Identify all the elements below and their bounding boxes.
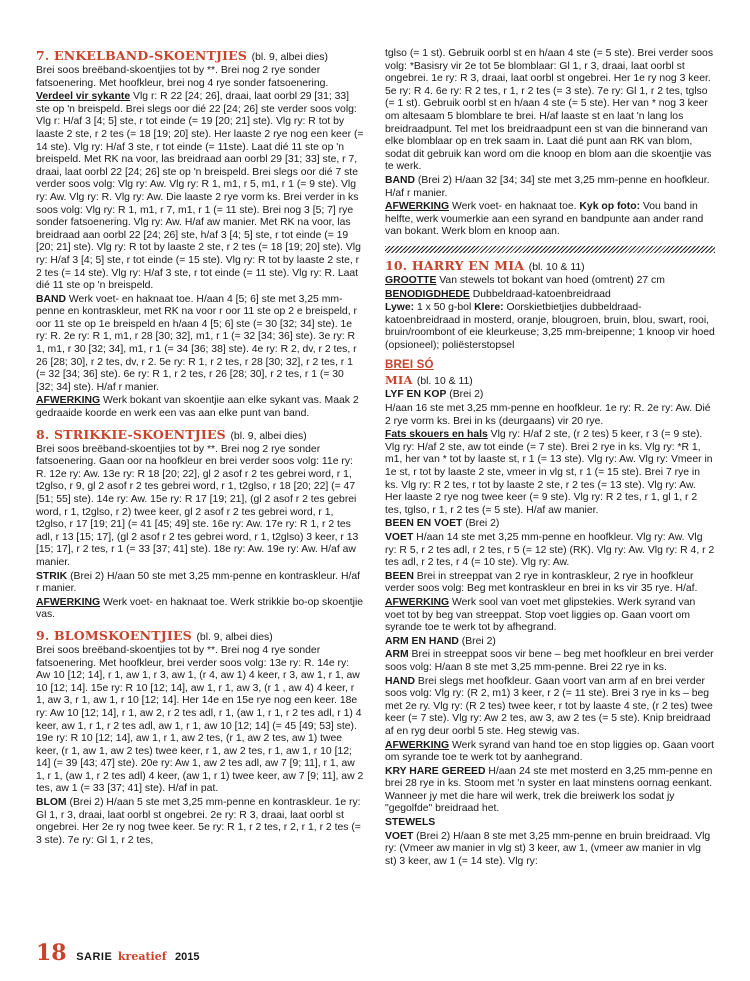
subheading: BENODIGDHEDE — [385, 288, 470, 300]
subheading: Fats skouers en hals — [385, 429, 488, 441]
subheading: KRY HARE GEREED — [385, 765, 486, 777]
section-brei-so — [385, 358, 715, 868]
subheading: BAND — [385, 174, 416, 186]
text: Brei slegs met hoofkleur. Gaan voort van arm af en brei verder soos volg: Vlg ry: (R 2, m1) 3 keer, r 2 (= 11 ste). Brei 3 rye in ks – beg met 2e ry. Vlg ry: (R 2 tes) twee keer, r tot by laaste 4 ste, (r 2 tes) twee keer (= 7 ste). Vlg ry: Aw 2 tes, aw 3, aw 2 tes (= 5 ste). Knip breidraad af en ryg deur oorbl 5 ste. Heg stewig vas. — [385, 675, 713, 737]
section-9 — [36, 628, 364, 848]
section-title: 9. BLOMSKOENTJIES — [36, 627, 192, 643]
text: (Brei 2) H/aan 8 ste met 3,25 mm-penne en bruin breidraad. Vlg ry: (Vmeer aw manier in vlg st) 3 keer, aw 1, (vmeer aw manier in vlg st) 3 keer, aw 1 (= 14 ste). Vlg ry: — [385, 830, 711, 867]
section-7 — [36, 48, 364, 421]
page-footer — [36, 940, 200, 966]
paragraph — [385, 597, 715, 635]
section-heading — [385, 373, 715, 389]
subheading: ARM — [385, 649, 409, 661]
paragraph — [36, 571, 364, 596]
text: Vlg ry: H/af 2 ste, (r 2 tes) 5 keer, r 3 (= 9 ste). Vlg ry: H/af 2 ste, aw tot einde (= 7 ste). Brei 2 rye in ks. Vlg ry: *R 1, m1, her van * tot by laaste st, r 1 (= 13 ste). Vlg ry: Aw. Vlg ry: Vmeer in 1e st, r tot by laaste 2 ste, vmeer in vlg st, r 1 (= 15 ste). Brei 7 rye in ks. Vlg ry: R 2 tes, r tot by laaste 2 ste, r 2 tes (= 13 ste). Vlg ry: Aw. Her laaste 2 rye nog twee keer (= 9 ste). Vlg ry: R 2 tes, r 1, gl 1, r 2 tes, tglso, r 1, r 2 tes (= 5 ste). H/af aw manier. — [385, 429, 713, 516]
text: (Brei 2) — [458, 635, 496, 647]
paragraph — [385, 175, 715, 200]
section-meta: (bl. 10 & 11) — [528, 261, 585, 273]
text: (Brei 2) H/aan 32 [34; 34] ste met 3,25 mm-penne en hoofkleur. H/af r manier. — [385, 174, 710, 199]
emphasis: Kyk op foto: — [579, 201, 641, 213]
paragraph — [385, 766, 715, 816]
hatched-divider — [385, 246, 715, 253]
text: Werk voet- en haknaat toe. Werk strikkie bo-op skoentjie vas. — [36, 596, 364, 621]
section-meta: (bl. 9, albei dies) — [230, 430, 307, 442]
text: Brei in streeppat van 2 rye in kontraskleur, 2 rye in hoofkleur verder soos volg: Beg met kontraskleur en brei in ks vir 35 rye. H/af. — [385, 570, 698, 595]
paragraph: tglso (= 1 st). Gebruik oorbl st en h/aan 4 ste (= 5 ste). Brei verder soos volg: *Basisry vir 2e tot 5e blomblaar: Gl 1, r 3, draai, laat oorbl st ongebrei. 1e ry: R 3, draai, laat oorbl st ongebrei. Her 1e ry nog 3 keer. 5e ry: R 4. 6e ry: R 2 tes, r 1, r 2 tes (= 3 ste). 7e ry: Gl 1, r 2 tes, tglso (= 1 st). Gebruik oorbl st en h/aan 4 ste (= 5 ste). Her van * nog 3 keer om altesaam 5 blomblare te brei. H/af laaste st en laat 'n lang los breidraadpunt. Tel met los breidraadpunt een st van die binnerand van elke blomblaar op en trek saam in. Laat dié punt aan RK van blom, sodat dit gebruik kan word om die knoop en blom aan die skoentjie vas te werk. — [385, 48, 714, 173]
text: (Brei 2) H/aan 5 ste met 3,25 mm-penne en kontraskleur. 1e ry: Gl 1, r 3, draai, laat oorbl st ongebrei. 2e ry: R 3, draai, laat oorbl st ongebrei. Her 2e ry nog twee keer. 5e ry: R 1, r 2 tes, r 2, r 1, r 2 tes (= 3 ste). 7e ry: Gl 1, r 2 tes, — [36, 797, 361, 846]
subheading: BLOM — [36, 797, 67, 809]
text: Werk sool van voet met glipstekies. Werk syrand van voet tot by beg van streeppat. Stop voet liggies op. Gaan voort om syrande toe te werk tot by afhegrand. — [385, 596, 696, 634]
paragraph — [36, 597, 364, 622]
paragraph: Brei soos breëband-skoentjies tot by **. Brei nog 2 rye sonder fatsoenering. Met hoofkleur, brei nog 4 rye sonder fatsoenering. — [36, 65, 329, 89]
section-title: 10. HARRY EN MIA — [385, 257, 525, 273]
paragraph — [385, 676, 715, 739]
paragraph — [385, 740, 715, 765]
subheading: STRIK — [36, 570, 68, 582]
subheading: BEEN — [385, 570, 414, 582]
subheading: BEEN EN VOET — [385, 518, 463, 530]
left-column — [36, 48, 364, 853]
subheading: VOET — [385, 532, 414, 543]
section-10 — [385, 258, 715, 353]
section-heading — [36, 48, 364, 65]
paragraph: Brei soos breëband-skoentjies tot by **. Brei nog 4 rye sonder fatsoenering. Met hoofkleur, brei verder soos volg: 13e ry: R. 14e ry: Aw 10 [12; 14], r 1, aw 1, r 3, aw 1, (r 4, aw 1) 4 keer, r 3, aw 1, r 1, aw 10 [12; 14]. 15e ry: R 10 [12; 14], aw 1, r 1, aw 3, (r 1 , aw 4) 4 keer, r 1, aw 3, r 1, aw 1, r 10 [12; 14]. Her 14e en 15e rye nog een keer. 18e ry: Aw 10 [12; 14], r 1, aw 2, r 2 tes adl, r 1, (aw 1, r 1, r 2 tes adl, r 1) 4 keer, aw 1, r 1, r 2 tes adl, aw 1, r 1, aw 10 [12; 14] (= 45 [49; 53] ste). 19e ry: R 10 [12; 14], aw 1, r 1, aw 2 tes, (r 1, aw 2 tes, aw 1) twee keer, (r 1, aw 1, aw 2 tes) twee keer, r 1, aw 2 tes, r 1, aw 1, r 10 [12; 14] (= 39 [43; 47] ste). 20e ry: Aw 1, aw 2 tes adl, aw 7 [9; 11], r 1, aw 1, r 1, (aw 1, r 2 tes adl) 4 keer, (aw 1, r 1) twee keer, aw 7 [9; 11], aw 2 tes, aw 1 (= 33 [37; 41] ste). H/af in pat. — [36, 644, 364, 795]
subheading: ARM EN HAND — [385, 635, 459, 647]
text: Vou band in helfte, werk voumerkie aan een syrand en bandpunte aan ander rand van bokant. Werk blom en knoop aan. — [385, 201, 704, 238]
paragraph — [385, 518, 715, 531]
paragraph — [385, 571, 715, 596]
paragraph — [36, 91, 364, 293]
subheading: Verdeel vir sykante — [36, 91, 131, 103]
text: Brei in streeppat soos vir bene – beg met hoofkleur en brei verder soos volg: H/aan 8 ste met 3,25 mm-penne. Brei 22 rye in ks. — [385, 649, 714, 673]
subheading: LYF EN KOP — [385, 389, 447, 401]
text: Werk syrand van hand toe en stop liggies op. Gaan voort om syrande toe te werk tot by aanhegrand. — [385, 739, 715, 764]
paragraph — [385, 201, 715, 239]
section-9-continued — [385, 48, 715, 239]
section-meta: (bl. 9, albei dies) — [196, 631, 273, 643]
section-title: BREI SÓ — [385, 359, 434, 372]
paragraph — [385, 649, 715, 674]
section-title: 7. ENKELBAND-SKOENTJIES — [36, 48, 248, 63]
subheading: AFWERKING — [36, 395, 101, 407]
paragraph: H/aan 16 ste met 3,25 mm-penne en hoofkleur. 1e ry: R. 2e ry: Aw. Dié 2 rye vorm ks. Brei in ks (deurgaans) vir 20 rye. — [385, 403, 711, 427]
subheading: GROOTTE — [385, 274, 437, 286]
right-column — [385, 48, 715, 874]
text: Vlg r: R 22 [24; 26], draai, laat oorbl 29 [31; 33] ste op 'n breispeld. Brei slegs oor dié 22 [24; 26] ste verder soos volg: Vlg r: H/af 3 [4; 5] ste, r tot einde (= 19 [20; 21] ste). Vlg ry: R tot by laaste 2 ste, r 2 tes (= 18 [19; 20] ste). Her laaste 2 rye nog een keer (= 14 ste). Vlg ry: H/af 3 ste, r tot einde (= 11ste). Laat dié 11 ste op 'n breispeld. Met RK na voor, las breidraad aan oorbl 29 [31; 33] ste, r 7, draai, laat oorbl 22 [24; 26] ste op 'n breispeld. Brei slegs oor dié 7 ste verder soos volg: Vlg ry: Aw. Vlg ry: R 1, m1, r 5, m1, r 1 (= 9 ste). Vlg ry: Aw. Vlg ry: R. Vlg ry: Aw. Die laaste 2 rye vorm ks. Brei verder in ks soos volg: Vlg ry: R 1, m1, r 7, m1, r 1 (= 11 ste). Brei nog 3 [5; 7] rye sonder fatsoenering. Vlg ry: Aw. H/af aw manier. Met RK na voor, las breidraad aan oorbl 22 [24; 26] ste, h/af 3 [4; 5] ste, r tot einde (= 19 [20; 21] ste). Vlg ry: R tot by laaste 2 ste, r 2 tes (= 18 [19; 20] ste). Vlg ry: H/af 3 [4; 5] ste, r tot einde (= 15 ste). Vlg ry: R tot by laaste 2 ste, r 2 tes (= 14 ste). Vlg ry: H/af 3 ste, r tot einde (= 11 ste). Vlg ry: R. Laat dié 11 ste op 'n breispeld. — [36, 91, 364, 292]
text: Van stewels tot bokant van hoed (omtrent) 27 cm — [436, 274, 665, 286]
section-meta: (bl. 9, albei dies) — [251, 52, 328, 63]
text: 1 x 50 g-bol — [414, 302, 475, 314]
paragraph — [385, 389, 715, 402]
paragraph — [385, 831, 715, 869]
magazine-subtitle: kreatief — [117, 950, 167, 963]
paragraph — [385, 532, 715, 570]
subheading: BAND — [36, 293, 67, 305]
paragraph — [385, 636, 715, 649]
subheading: Klere: — [474, 302, 504, 314]
section-title: 8. STRIKKIE-SKOENTJIES — [36, 426, 226, 442]
paragraph — [385, 817, 715, 830]
section-heading — [36, 427, 364, 444]
subheading: VOET — [385, 830, 414, 842]
magazine-name: SARIE — [76, 951, 113, 963]
section-title: MIA — [385, 373, 413, 388]
text: (Brei 2) H/aan 50 ste met 3,25 mm-penne en kontraskleur. H/af r manier. — [36, 570, 360, 595]
paragraph: Brei soos breëband-skoentjies tot by **. Brei nog 2 rye sonder fatsoenering. Gaan oor na hoofkleur en brei verder soos volg: 11e ry: R. 12e ry: Aw. 13e ry: R 18 [20; 22], gl 2 asof r 2 tes gebrei word, r 1, t2glso, r 9, gl 2 asof r 2 tes gebrei word, r 1, t2glso, r 18 [20; 22] (= 47 [51; 55] ste). 14e ry: Aw. 15e ry: R 17 [19; 21], (gl 2 asof r 2 tes gebrei word, r 1, t2glso, r 2) twee keer, gl 2 asof r 2 tes gebrei word, r 1, t2glso, r 17 [19; 21] (= 41 [45; 49] ste. 16e ry: Aw. 17e ry: R 1, r 2 tes adl, r 13 [15; 17], (gl 2 asof r 2 tes gebrei word, r 1, t2glso) 3 keer, r 13 [15; 17], r 2 tes, r 1 (= 33 [37; 41] ste). 18e ry: Aw. 19e ry: Aw. H/af aw manier. — [36, 443, 359, 568]
subheading: AFWERKING — [385, 739, 450, 751]
paragraph — [385, 275, 715, 288]
subheading: Lywe: — [385, 302, 415, 314]
issue-year: 2015 — [175, 951, 200, 963]
text: Werk voet- en haknaat toe. — [449, 201, 580, 213]
paragraph — [36, 395, 364, 420]
paragraph — [385, 302, 715, 352]
text: (Brei 2) — [446, 389, 484, 401]
subheading: AFWERKING — [36, 596, 101, 608]
subheading: STEWELS — [385, 817, 436, 829]
text: Werk bokant van skoentjie aan elke sykant vas. Maak 2 gedraaide koorde en werk een vas aan elke punt van band. — [36, 395, 359, 420]
section-heading — [385, 258, 715, 275]
paragraph — [385, 429, 715, 517]
text: Werk voet- en haknaat toe. H/aan 4 [5; 6] ste met 3,25 mm-penne en kontraskleur, met RK na voor r oor 11 ste op 2 e breispeld, r oor 11 ste op 1e breispeld en h/aan 4 [5; 6] ste (= 30 [32; 34] ste). 1e ry: R. 2e ry: R 1, m1, r 28 [30; 32], m1, r 1 (= 32 [34; 36] ste). 3e ry: R 1, m1, r 30 [32; 34], m1, r 1 (= 34 [36; 38] ste). 4e ry: R 2, dv, r 2 tes, r 26 [28; 30], r 2 tes, dv, r 2. 5e ry: R 1, r 2 tes, r 28 [30; 32], r 2 tes, r 1 (= 32 [34; 36] ste). 6e ry: R 1, r 2 tes, r 26 [28; 30], r 2 tes, r 1 (= 30 [32; 34] ste). H/af r manier. — [36, 293, 357, 393]
section-meta: (bl. 10 & 11) — [416, 376, 473, 388]
page-number: 18 — [36, 940, 67, 966]
paragraph — [385, 289, 715, 302]
text: Dubbeldraad-katoenbreidraad — [469, 288, 611, 300]
subheading: AFWERKING — [385, 201, 450, 213]
text: H/aan 24 ste met mosterd en 3,25 mm-penne en brei 28 rye in ks. Stoom met 'n syster en laat minstens oornag eenkant. Wanneer jy met die hare wil werk, trek die breiwerk los sodat jy "gegolfde" breidraad het. — [385, 765, 713, 815]
subheading: HAND — [385, 675, 416, 687]
text: (Brei 2) — [462, 518, 500, 530]
text: Oorskietbietjies dubbeldraad-katoenbreidraad in mosterd, oranje, blougroen, bruin, blou, swart, rooi, bruin/roombont of eie kleurkeuse; 3,25 mm-breipenne; 1 knoop vir hoed (opsioneel); poliësterstopsel — [385, 302, 715, 351]
paragraph — [36, 797, 364, 847]
section-8 — [36, 427, 364, 622]
subheading: AFWERKING — [385, 596, 450, 608]
section-heading — [36, 628, 364, 645]
paragraph — [36, 294, 364, 395]
text: H/aan 14 ste met 3,25 mm-penne en hoofkleur. Vlg ry: Aw. Vlg ry: R 5, r 2 tes adl, r 2 tes, r 5 (= 12 ste) (RK). Vlg ry: Aw. Vlg ry: R 4, r 2 tes adl, r 2 tes, r 4 (= 10 ste). Vlg ry: Aw. — [385, 532, 715, 569]
